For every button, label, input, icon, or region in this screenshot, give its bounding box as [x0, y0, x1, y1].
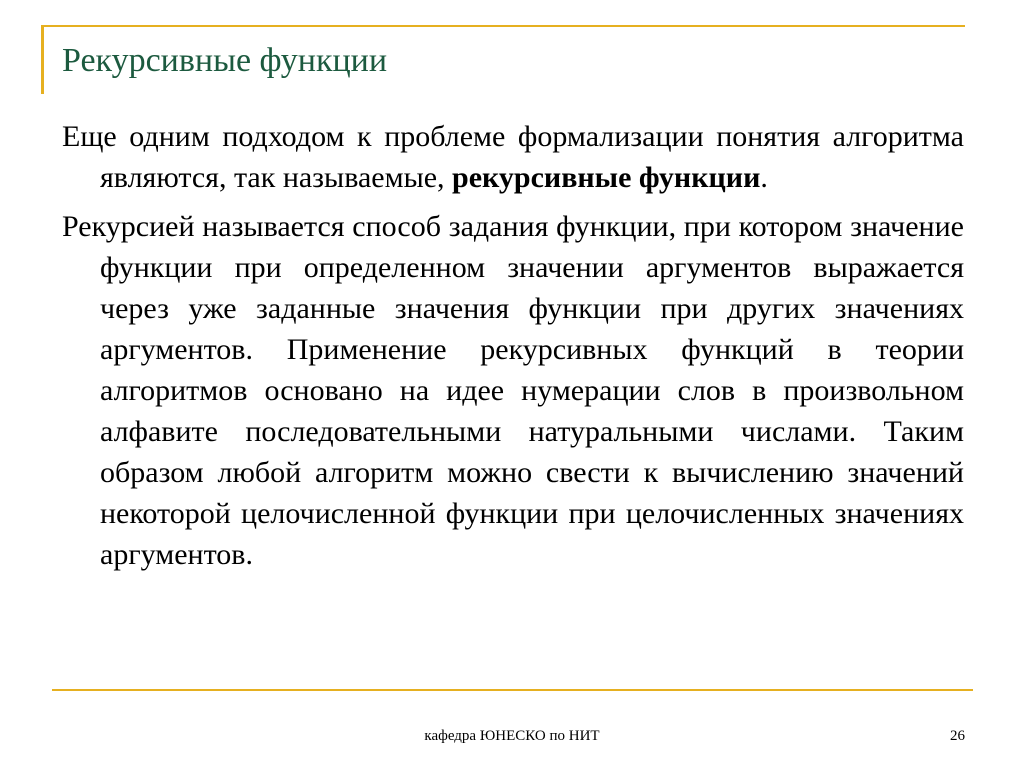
- title-frame-top-line: [41, 25, 965, 27]
- title-frame-left-line: [41, 25, 44, 94]
- slide-body: [62, 116, 964, 583]
- paragraph-2: Рекурсией называется способ задания функции, при котором значение функции при определенном значении аргументов выражается через уже заданные значения функции при других значениях аргументов. Применение рекурсивных функций в теории алгоритмов основано на идее нумерации слов в произвольном алфавите последовательными натуральными числами. Таким образом любой алгоритм можно свести к вычислению значений некоторой целочисленной функции при целочисленных значениях аргументов.: [62, 210, 964, 571]
- paragraph-1: [62, 116, 964, 198]
- footer-divider: [52, 689, 973, 691]
- paragraph-1-text: Еще одним подходом к проблеме формализации понятия алгоритма являются, так называемые,: [62, 120, 964, 194]
- page-number: 26: [950, 728, 965, 744]
- footer-department: кафедра ЮНЕСКО по НИТ: [424, 728, 600, 744]
- slide-title: Рекурсивные функции: [62, 42, 388, 79]
- paragraph-1-bold-term: рекурсивные функции: [452, 161, 761, 194]
- paragraph-1-end: .: [760, 161, 768, 194]
